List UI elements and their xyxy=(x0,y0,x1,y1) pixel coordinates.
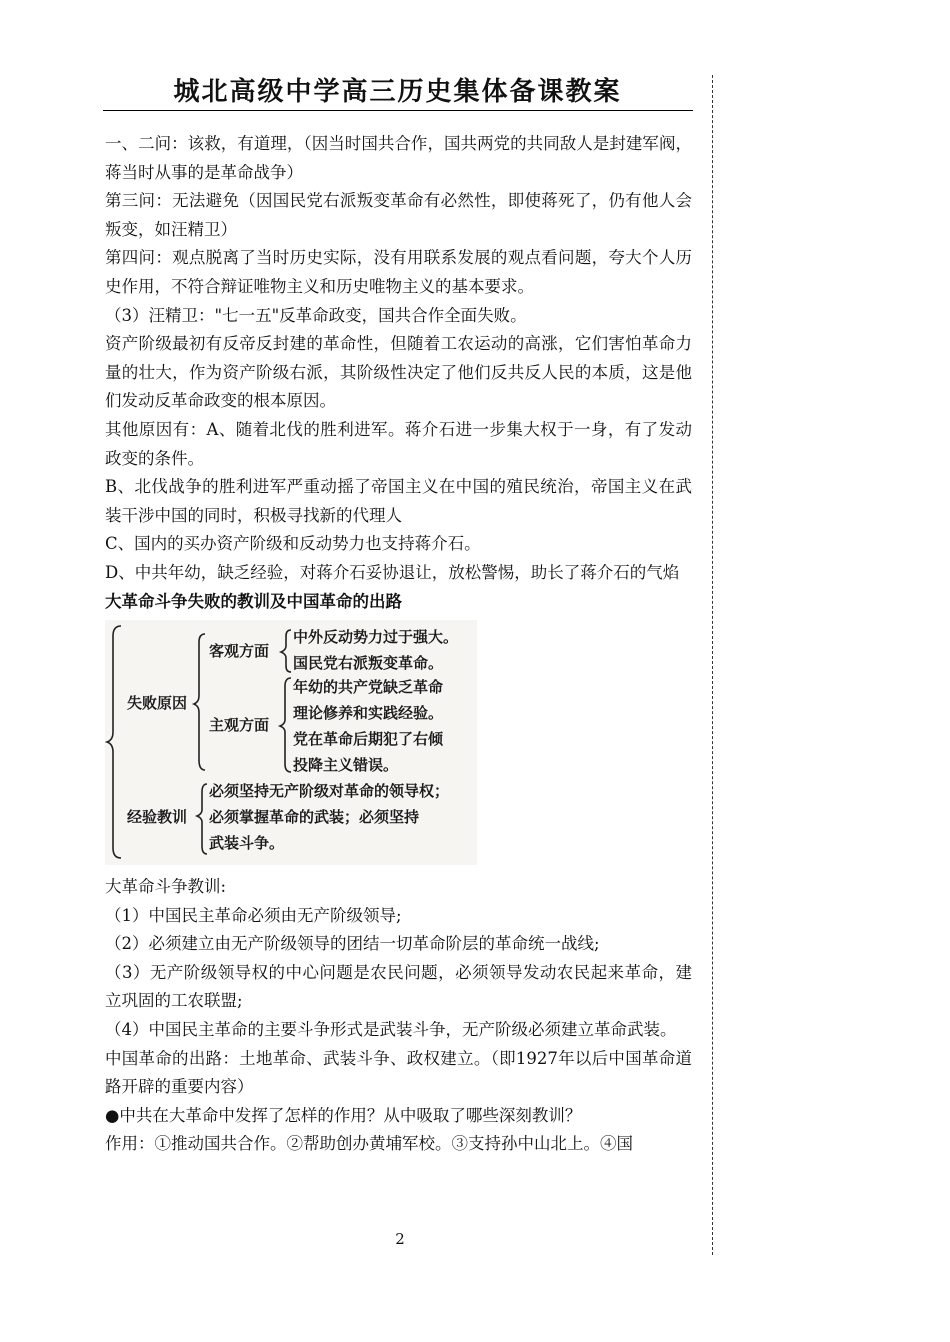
answer-cpc-role: 作用：①推动国共合作。②帮助创办黄埔军校。③支持孙中山北上。④国 xyxy=(105,1134,633,1154)
failure-brace xyxy=(194,634,205,770)
lessons-item-1: 必须坚持无产阶级对革命的领导权； xyxy=(209,782,450,801)
subjective-item-2: 理论修养和实践经验。 xyxy=(293,704,444,723)
objective-item-1: 中外反动势力过于强大。 xyxy=(293,628,459,647)
lesson-2: （2）必须建立由无产阶级领导的团结一切革命阶层的革命统一战线; xyxy=(105,934,600,954)
paragraph-root-cause: 资产阶级最初有反帝反封建的革命性，但随着工农运动的高涨，它们害怕革命力量的壮大，作为资产阶级右派，其阶级性决定了他们反共反人民的本质，这是他们发动反革命政变的根本原因。 xyxy=(105,334,692,411)
paragraph-other-cause-c: C、国内的买办资产阶级和反动势力也支持蒋介石。 xyxy=(105,534,481,554)
main-content xyxy=(105,130,692,1159)
label-subjective: 主观方面 xyxy=(209,716,270,735)
paragraph-other-cause-d: D、中共年幼，缺乏经验，对蒋介石妥协退让，放松警惕，助长了蒋介石的气焰 xyxy=(105,562,680,582)
paragraph-answer-4: 第四问：观点脱离了当时历史实际，没有用联系发展的观点看问题，夸大个人历史作用，不符合辩证唯物主义和历史唯物主义的基本要求。 xyxy=(105,248,692,296)
paragraph-answer-3: 第三问：无法避免（因国民党右派叛变革命有必然性，即使蒋死了，仍有他人会 叛变，如汪精卫） xyxy=(105,191,692,239)
objective-item-2: 国民党右派叛变革命。 xyxy=(293,654,444,673)
objective-brace xyxy=(281,630,291,672)
lesson-4: （4）中国民主革命的主要斗争形式是武装斗争，无产阶级必须建立革命武装。 xyxy=(105,1020,677,1040)
subjective-item-4: 投降主义错误。 xyxy=(293,756,399,775)
lessons-item-2: 必须掌握革命的武装；必须坚持 xyxy=(209,808,420,827)
lessons-brace xyxy=(197,784,207,854)
failure-lessons-diagram xyxy=(105,620,477,865)
subjective-item-3: 党在革命后期犯了右倾 xyxy=(293,730,444,749)
subjective-item-1: 年幼的共产党缺乏革命 xyxy=(293,678,444,697)
label-failure-causes: 失败原因 xyxy=(127,694,188,713)
label-objective: 客观方面 xyxy=(209,642,270,661)
outer-brace xyxy=(107,626,121,858)
paragraph-other-cause-a: 其他原因有：A、随着北伐的胜利进军。蒋介石进一步集大权于一身，有了发动政变的条件。 xyxy=(105,419,692,468)
question-cpc-role: ●中共在大革命中发挥了怎样的作用？从中吸取了哪些深刻教训？ xyxy=(105,1105,582,1125)
title-underline xyxy=(103,110,693,111)
lessons-item-3: 武装斗争。 xyxy=(209,834,285,853)
lesson-1: （1）中国民主革命必须由无产阶级领导; xyxy=(105,905,402,925)
paragraph-answers-1-2: 一、二问：该救，有道理，（因当时国共合作，国共两党的共同敌人是封建军阀，蒋当时从事的是革命战争） xyxy=(105,134,692,182)
paragraph-wang-jingwei: （3）汪精卫："七一五"反革命政变，国共合作全面失败。 xyxy=(105,305,527,325)
section-heading: 大革命斗争失败的教训及中国革命的出路 xyxy=(105,591,402,611)
subjective-brace xyxy=(280,678,291,772)
paragraph-other-cause-b: B、北伐战争的胜利进军严重动摇了帝国主义在中国的殖民统治，帝国主义在武装干涉中国的同时，积极寻找新的代理人 xyxy=(105,477,692,525)
lessons-heading: 大革命斗争教训: xyxy=(105,877,227,897)
lesson-3: （3）无产阶级领导权的中心问题是农民问题，必须领导发动农民起来革命，建立巩固的工农联盟; xyxy=(105,962,692,1011)
page-title: 城北高级中学高三历史集体备课教案 xyxy=(173,77,622,107)
binding-margin-line xyxy=(712,75,713,1255)
revolution-way-out: 中国革命的出路：土地革命、武装斗争、政权建立。（即1927年以后中国革命道路开辟的重要内容） xyxy=(105,1048,692,1097)
page-number: 2 xyxy=(395,1230,405,1248)
label-lessons: 经验教训 xyxy=(127,808,188,827)
